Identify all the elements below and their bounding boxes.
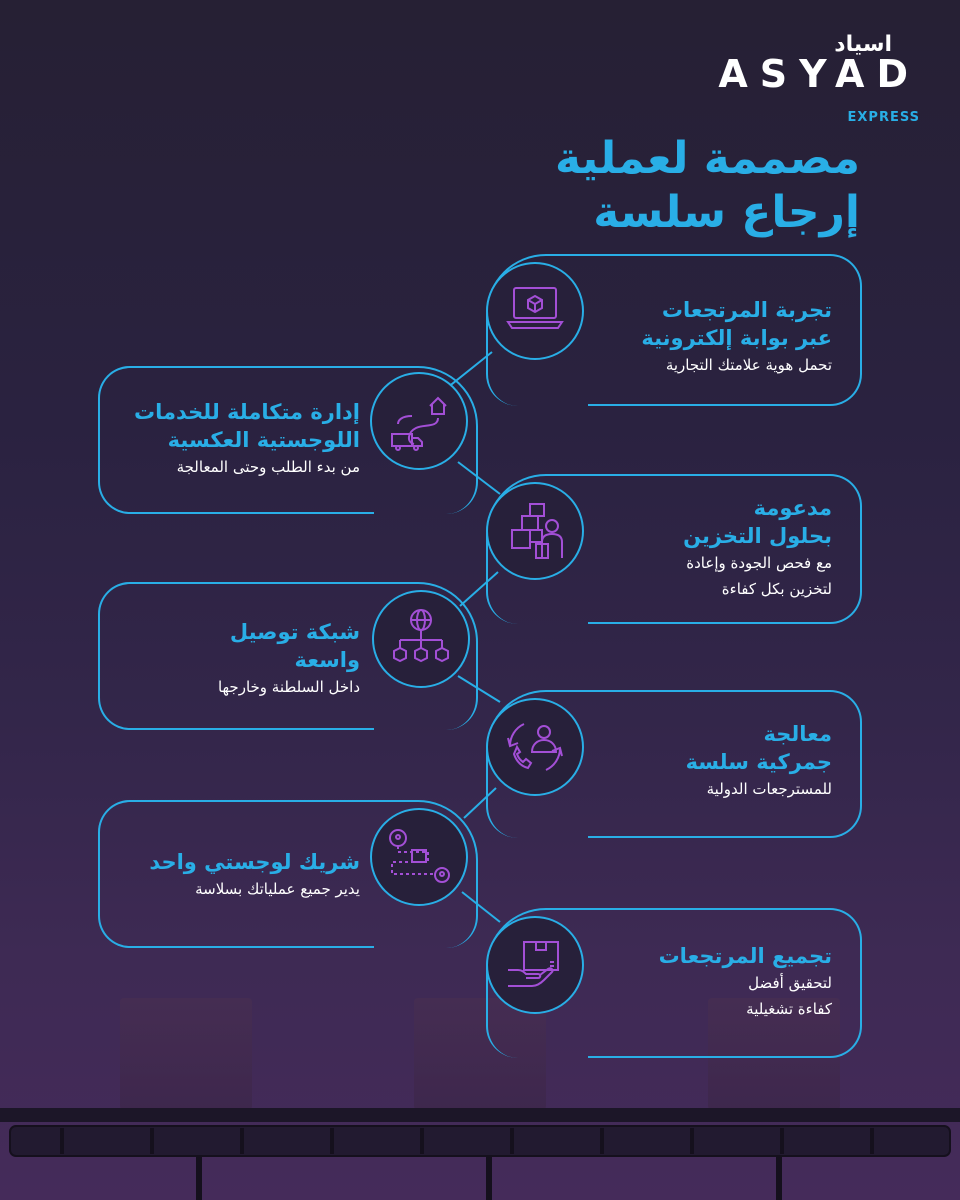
feature-title: شريك لوجستي واحد — [149, 850, 360, 874]
customs-support-icon — [500, 712, 570, 782]
feature-subtitle: داخل السلطنة وخارجها — [217, 678, 360, 696]
feature-text-network — [218, 618, 360, 700]
feature-subtitle: من بدء الطلب وحتى المعالجة — [176, 458, 360, 476]
warehouse-worker-icon — [500, 496, 570, 566]
feature-subtitle: للمسترجعات الدولية — [706, 780, 832, 798]
globe-network-icon-circle — [372, 590, 470, 688]
feature-title: جمركية سلسة — [685, 750, 832, 774]
feature-text-partner — [149, 848, 360, 902]
feature-subtitle: يدير جميع عملياتك بسلاسة — [195, 880, 360, 898]
laptop-box-icon — [500, 276, 570, 346]
logo-arabic: اسياد — [834, 32, 892, 57]
feature-title: بحلول التخزين — [683, 524, 832, 548]
feature-title: إدارة متكاملة للخدمات — [134, 400, 360, 424]
hand-box-icon-circle — [486, 916, 584, 1014]
feature-title: مدعومة — [753, 496, 832, 520]
feature-title: اللوجستية العكسية — [167, 428, 360, 452]
feature-text-consolidation — [659, 942, 832, 1022]
feature-subtitle: لتخزين بكل كفاءة — [721, 580, 832, 598]
logo-latin: ASYAD — [718, 52, 920, 96]
route-pin-icon — [384, 822, 454, 892]
feature-title: شبكة توصيل — [229, 620, 360, 644]
feature-title: معالجة — [763, 722, 832, 746]
feature-subtitle: تحمل هوية علامتك التجارية — [665, 356, 832, 374]
hand-box-icon — [500, 930, 570, 1000]
title-line-2: إرجاع سلسة — [593, 187, 860, 238]
title-line-1: مصممة لعملية — [554, 133, 860, 184]
feature-title: عبر بوابة إلكترونية — [641, 326, 832, 350]
warehouse-worker-icon-circle — [486, 482, 584, 580]
feature-text-warehousing — [683, 494, 832, 602]
feature-title: تجربة المرتجعات — [661, 298, 832, 322]
customs-support-icon-circle — [486, 698, 584, 796]
feature-text-customs — [686, 720, 832, 802]
route-pin-icon-circle — [370, 808, 468, 906]
logo-express: EXPRESS — [847, 110, 920, 125]
feature-title: تجميع المرتجعات — [658, 944, 832, 968]
delivery-route-icon-circle — [370, 372, 468, 470]
delivery-route-icon — [384, 386, 454, 456]
feature-text-reverse-logistics — [134, 398, 360, 480]
feature-title: واسعة — [294, 648, 360, 672]
feature-subtitle: كفاءة تشغيلية — [746, 1000, 832, 1018]
feature-subtitle: مع فحص الجودة وإعادة — [686, 554, 832, 572]
feature-subtitle: لتحقيق أفضل — [748, 974, 832, 992]
laptop-box-icon-circle — [486, 262, 584, 360]
feature-text-portal — [641, 296, 832, 378]
globe-network-icon — [386, 604, 456, 674]
